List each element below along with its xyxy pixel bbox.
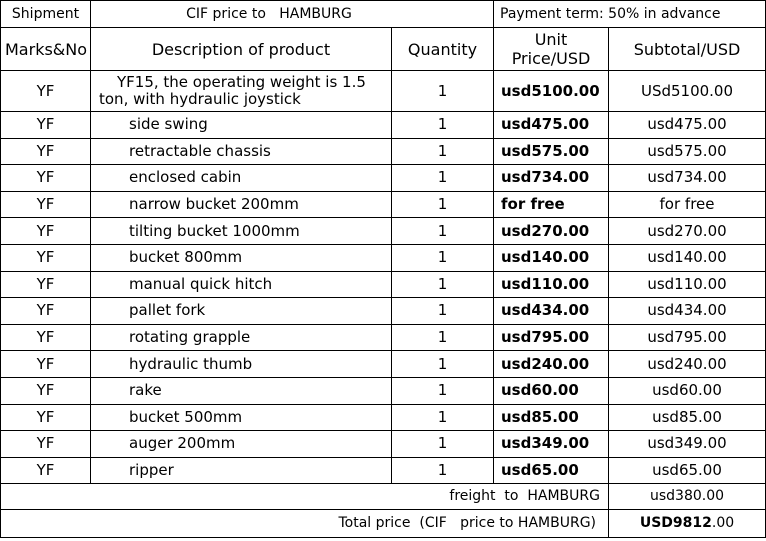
unit-price-cell: usd110.00	[494, 271, 609, 298]
unit-price-cell: usd140.00	[494, 244, 609, 271]
description-cell: pallet fork	[91, 298, 392, 325]
column-header-marks: Marks&No	[1, 28, 91, 71]
total-value-cents: .00	[711, 515, 735, 532]
mark-cell: YF	[1, 244, 91, 271]
table-row	[1, 457, 766, 484]
table-row	[1, 244, 766, 271]
table-row	[1, 404, 766, 431]
quantity-cell: 1	[392, 138, 494, 165]
subtotal-cell: usd85.00	[609, 404, 766, 431]
freight-value: usd380.00	[609, 484, 766, 510]
quantity-cell: 1	[392, 112, 494, 139]
unit-price-cell: usd5100.00	[494, 71, 609, 112]
unit-price-cell: usd734.00	[494, 165, 609, 192]
unit-price-cell: usd270.00	[494, 218, 609, 245]
subtotal-cell: usd65.00	[609, 457, 766, 484]
description-cell: bucket 800mm	[91, 244, 392, 271]
subtotal-cell: usd475.00	[609, 112, 766, 139]
mark-cell: YF	[1, 271, 91, 298]
unit-price-cell: usd795.00	[494, 324, 609, 351]
mark-cell: YF	[1, 324, 91, 351]
column-header-row	[1, 28, 766, 71]
unit-price-cell: usd434.00	[494, 298, 609, 325]
table-row	[1, 298, 766, 325]
column-header-quantity: Quantity	[392, 28, 494, 71]
description-cell: side swing	[91, 112, 392, 139]
subtotal-cell: usd795.00	[609, 324, 766, 351]
table-row	[1, 351, 766, 378]
quantity-cell: 1	[392, 404, 494, 431]
description-cell: rotating grapple	[91, 324, 392, 351]
unit-price-cell: usd65.00	[494, 457, 609, 484]
subtotal-cell: usd240.00	[609, 351, 766, 378]
mark-cell: YF	[1, 351, 91, 378]
subtotal-cell: for free	[609, 191, 766, 218]
description-cell	[91, 71, 392, 112]
unit-price-cell: usd575.00	[494, 138, 609, 165]
description-cell: rake	[91, 377, 392, 404]
table-row	[1, 431, 766, 458]
description-cell: hydraulic thumb	[91, 351, 392, 378]
subtotal-cell: usd434.00	[609, 298, 766, 325]
subtotal-cell: USd5100.00	[609, 71, 766, 112]
description-cell: enclosed cabin	[91, 165, 392, 192]
total-label: Total price (CIF price to HAMBURG)	[1, 510, 609, 538]
column-header-unit-price: Unit Price/USD	[494, 28, 609, 71]
quantity-cell: 1	[392, 431, 494, 458]
subtotal-cell: usd140.00	[609, 244, 766, 271]
table-row	[1, 138, 766, 165]
unit-price-cell: usd475.00	[494, 112, 609, 139]
quantity-cell: 1	[392, 298, 494, 325]
quantity-cell: 1	[392, 244, 494, 271]
mark-cell: YF	[1, 138, 91, 165]
table-row	[1, 324, 766, 351]
mark-cell: YF	[1, 457, 91, 484]
mark-cell: YF	[1, 191, 91, 218]
description-cell: retractable chassis	[91, 138, 392, 165]
quantity-cell: 1	[392, 165, 494, 192]
table-row	[1, 71, 766, 112]
quantity-cell: 1	[392, 271, 494, 298]
quantity-cell: 1	[392, 351, 494, 378]
total-value	[609, 510, 766, 538]
description-cell: auger 200mm	[91, 431, 392, 458]
unit-price-cell: usd85.00	[494, 404, 609, 431]
subtotal-cell: usd270.00	[609, 218, 766, 245]
column-header-description: Description of product	[91, 28, 392, 71]
quantity-cell: 1	[392, 377, 494, 404]
mark-cell: YF	[1, 431, 91, 458]
description-line: YF15, the operating weight is 1.5	[117, 73, 366, 91]
terms-row	[1, 1, 766, 28]
mark-cell: YF	[1, 71, 91, 112]
mark-cell: YF	[1, 377, 91, 404]
unit-price-cell: for free	[494, 191, 609, 218]
unit-price-cell: usd60.00	[494, 377, 609, 404]
unit-price-cell: usd240.00	[494, 351, 609, 378]
description-cell: tilting bucket 1000mm	[91, 218, 392, 245]
table-row	[1, 191, 766, 218]
freight-row	[1, 484, 766, 510]
mark-cell: YF	[1, 165, 91, 192]
table-row	[1, 218, 766, 245]
mark-cell: YF	[1, 218, 91, 245]
payment-term: Payment term: 50% in advance	[494, 1, 766, 28]
quantity-cell: 1	[392, 457, 494, 484]
total-row	[1, 510, 766, 538]
quantity-cell: 1	[392, 218, 494, 245]
total-value-main: USD9812	[639, 515, 712, 532]
quantity-cell: 1	[392, 324, 494, 351]
quantity-cell: 1	[392, 71, 494, 112]
subtotal-cell: usd60.00	[609, 377, 766, 404]
mark-cell: YF	[1, 298, 91, 325]
freight-label: freight to HAMBURG	[1, 484, 609, 510]
description-cell: manual quick hitch	[91, 271, 392, 298]
subtotal-cell: usd349.00	[609, 431, 766, 458]
description-cell: narrow bucket 200mm	[91, 191, 392, 218]
description-line: ton, with hydraulic joystick	[99, 90, 301, 108]
price-term: CIF price to HAMBURG	[91, 1, 494, 28]
table-row	[1, 165, 766, 192]
column-header-subtotal: Subtotal/USD	[609, 28, 766, 71]
shipment-label: Shipment	[1, 1, 91, 28]
table-row	[1, 377, 766, 404]
description-cell: bucket 500mm	[91, 404, 392, 431]
table-row	[1, 271, 766, 298]
table-row	[1, 112, 766, 139]
description-cell: ripper	[91, 457, 392, 484]
subtotal-cell: usd575.00	[609, 138, 766, 165]
mark-cell: YF	[1, 112, 91, 139]
mark-cell: YF	[1, 404, 91, 431]
quantity-cell: 1	[392, 191, 494, 218]
subtotal-cell: usd734.00	[609, 165, 766, 192]
unit-price-cell: usd349.00	[494, 431, 609, 458]
subtotal-cell: usd110.00	[609, 271, 766, 298]
